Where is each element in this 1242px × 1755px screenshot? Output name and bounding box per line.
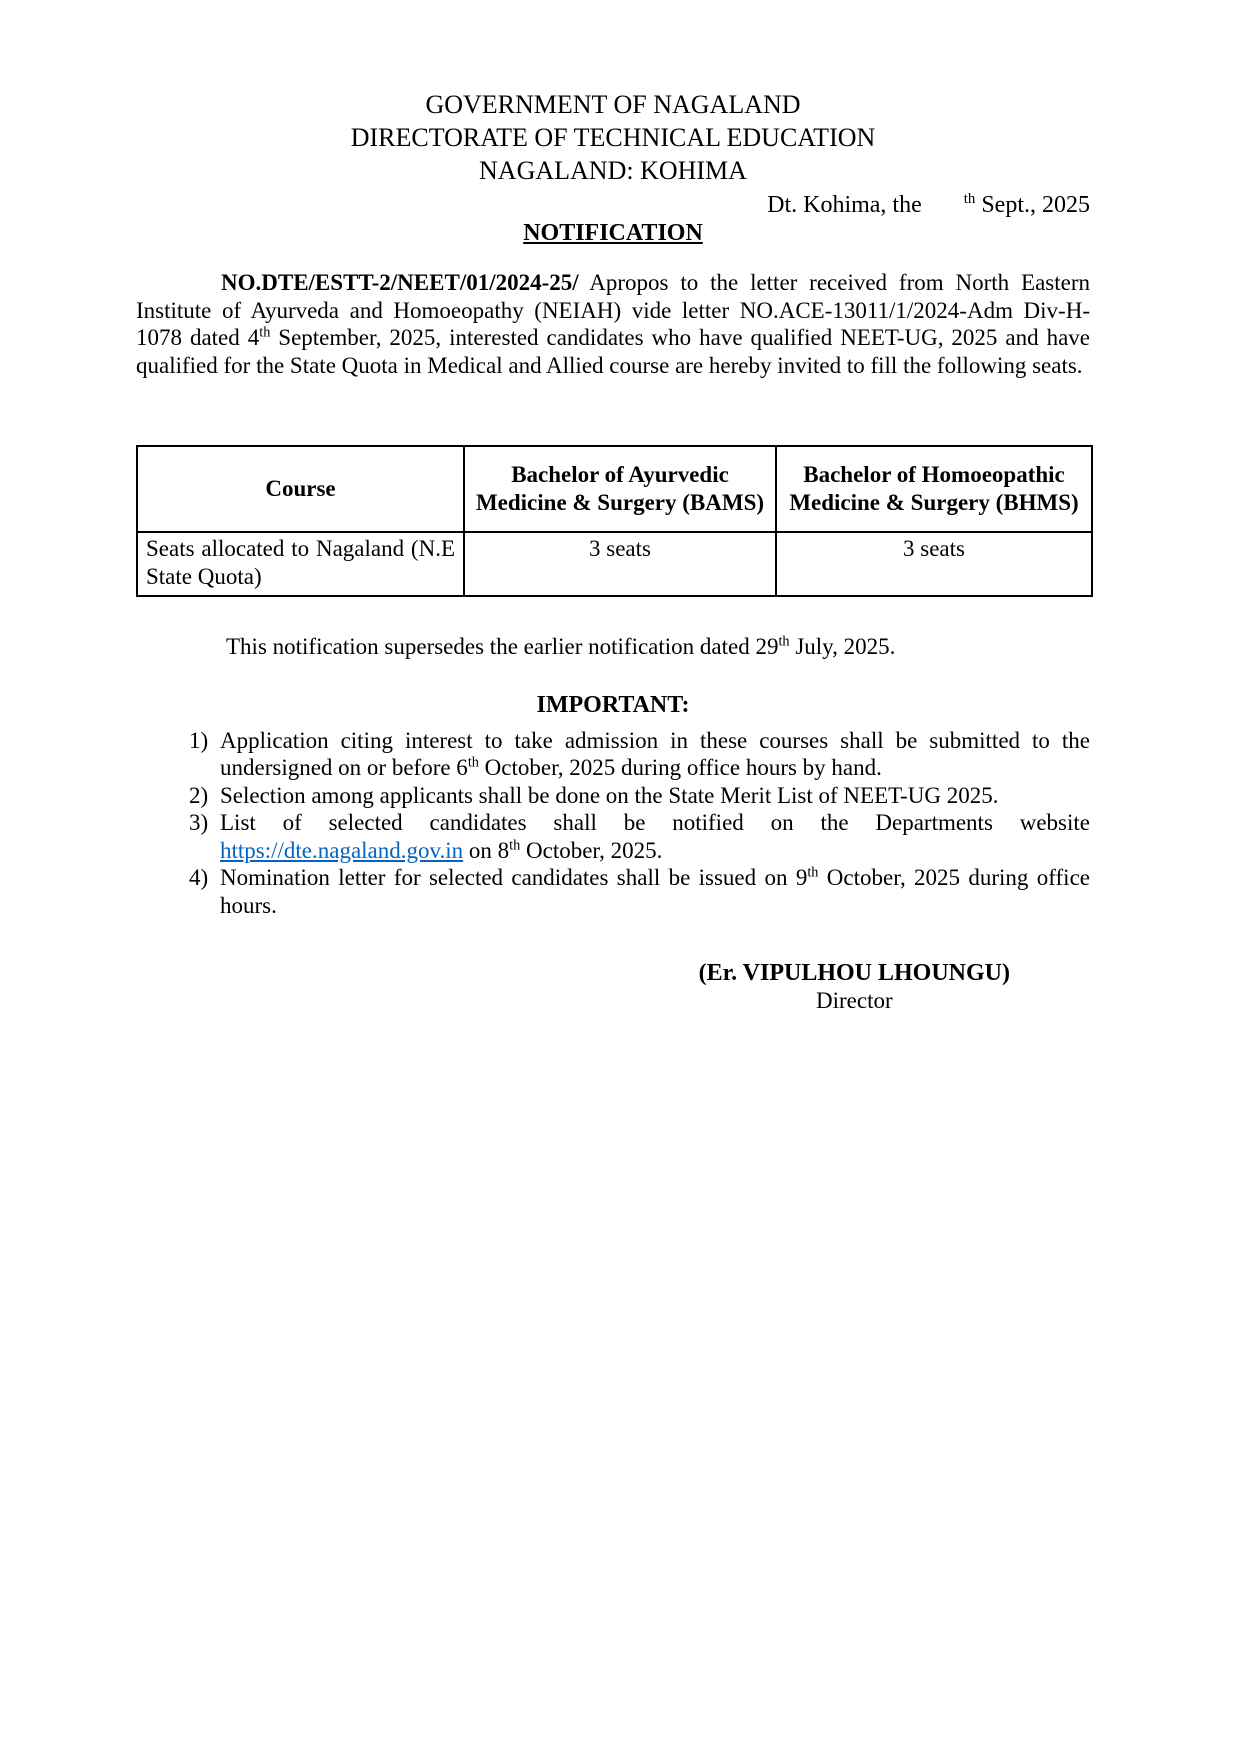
text-segment: on 8 <box>463 837 510 863</box>
text-segment: Apropos to the letter received from North Eastern Institute of Ayurveda and Homoeopathy (NEIAH) vide letter NO.ACE-13011/1/2024-Adm Div-H-1078 dated 4 <box>136 270 1090 350</box>
superscript-text: th <box>963 191 976 207</box>
text-segment: Sept., 2025 <box>975 192 1090 218</box>
table-cell-bams-seats: 3 seats <box>464 532 776 596</box>
superscript-text: th <box>778 633 790 650</box>
intro-paragraph <box>136 269 1090 379</box>
table-header-row <box>137 446 1092 532</box>
superscript-text: th <box>467 754 479 771</box>
list-item-text <box>220 809 1090 864</box>
list-item-number: 3) <box>189 810 209 835</box>
seats-table <box>136 445 1093 597</box>
superscript-text: th <box>509 836 521 853</box>
text-segment: October, 2025 during office hours by hand. <box>478 755 882 780</box>
notification-title-row <box>136 219 1090 247</box>
text-segment: Dt. Kohima, the <box>767 192 964 218</box>
letterhead <box>136 0 1090 187</box>
list-item-text <box>220 727 1090 782</box>
table-cell-bhms-seats: 3 seats <box>776 532 1092 596</box>
important-list <box>136 727 1090 920</box>
table-cell-course: Seats allocated to Nagaland (N.E State Quota) <box>137 532 464 596</box>
text-segment: July, 2025. <box>789 634 896 659</box>
superscript-text: th <box>807 864 819 881</box>
important-heading: IMPORTANT: <box>536 691 690 718</box>
signatory-title: Director <box>816 988 893 1013</box>
text-segment: Selection among applicants shall be done on the State Merit List of NEET-UG 2025. <box>220 782 999 808</box>
list-item-text <box>220 782 1090 810</box>
text-segment: Application citing interest to take admission in these courses shall be submitted to the undersigned on or before 6 <box>220 727 1090 780</box>
text-segment: October, 2025. <box>520 837 663 863</box>
list-item-number: 1) <box>189 727 209 753</box>
signatory-name: (Er. VIPULHOU LHOUNGU) <box>698 960 1010 986</box>
text-segment: This notification supersedes the earlier notification dated 29 <box>226 634 779 659</box>
text-segment: Nomination letter for selected candidates shall be issued on 9 <box>220 865 808 890</box>
text-segment: October, 2025 during office hours. <box>220 865 1090 918</box>
dateline <box>136 191 1090 219</box>
list-item <box>136 809 1090 864</box>
letterhead-line-location: NAGALAND: KOHIMA <box>479 156 747 185</box>
list-item <box>136 782 1090 810</box>
website-link[interactable]: https://dte.nagaland.gov.in <box>220 837 464 863</box>
list-item <box>136 727 1090 782</box>
superscript-text: th <box>259 324 271 341</box>
list-item-number: 4) <box>189 865 209 890</box>
letterhead-line-government: GOVERNMENT OF NAGALAND <box>425 90 801 119</box>
document-content <box>136 0 1090 1015</box>
text-segment: List of selected candidates shall be notified on the Departments website <box>220 810 1090 835</box>
bold-text: NO.DTE/ESTT-2/NEET/01/2024-25/ <box>221 270 579 295</box>
text-segment: September, 2025, interested candidates who have qualified NEET-UG, 2025 and have qualified for the State Quota in Medical and Allied course are hereby invited to fill the following seats. <box>136 325 1090 378</box>
supersede-paragraph <box>136 633 1090 661</box>
table-header-course: Course <box>137 446 464 532</box>
list-item-text <box>220 864 1090 919</box>
notification-title: NOTIFICATION <box>523 220 703 246</box>
table-header-bhms: Bachelor of Homoeopathic Medicine & Surgery (BHMS) <box>776 446 1092 532</box>
signature-block <box>136 959 1090 1015</box>
letterhead-line-directorate: DIRECTORATE OF TECHNICAL EDUCATION <box>350 123 876 152</box>
list-item <box>136 864 1090 919</box>
table-row <box>137 532 1092 596</box>
list-item-number: 2) <box>189 782 209 808</box>
signature-inner <box>699 959 1010 1015</box>
table-header-bams: Bachelor of Ayurvedic Medicine & Surgery (BAMS) <box>464 446 776 532</box>
